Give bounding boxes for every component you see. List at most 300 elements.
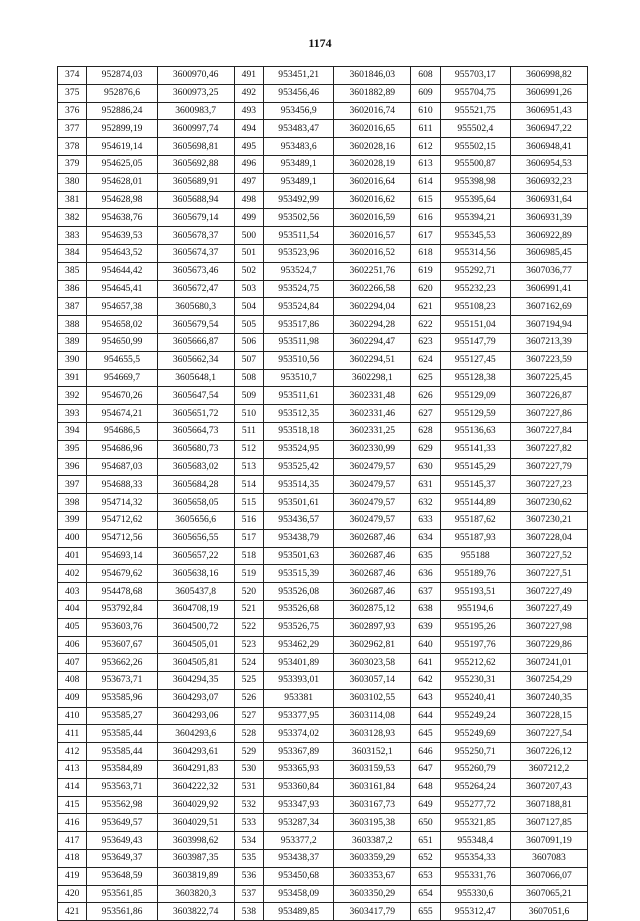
x-coordinate-cell: 953524,75 xyxy=(264,280,334,298)
x-coordinate-cell: 954628,01 xyxy=(87,173,157,191)
point-number-cell: 511 xyxy=(234,422,263,440)
y-coordinate-cell: 3602016,52 xyxy=(334,244,411,262)
x-coordinate-cell: 953662,26 xyxy=(87,654,157,672)
x-coordinate-cell: 954478,68 xyxy=(87,583,157,601)
y-coordinate-cell: 3604294,35 xyxy=(157,672,234,690)
y-coordinate-cell: 3605692,88 xyxy=(157,155,234,173)
point-number-cell: 393 xyxy=(58,405,87,423)
point-number-cell: 396 xyxy=(58,458,87,476)
point-number-cell: 648 xyxy=(411,778,440,796)
point-number-cell: 530 xyxy=(234,761,263,779)
x-coordinate-cell: 954674,21 xyxy=(87,405,157,423)
x-coordinate-cell: 953511,98 xyxy=(264,333,334,351)
y-coordinate-cell: 3603057,14 xyxy=(334,672,411,690)
y-coordinate-cell: 3607227,79 xyxy=(510,458,587,476)
table-row xyxy=(58,565,588,583)
point-number-cell: 377 xyxy=(58,120,87,138)
y-coordinate-cell: 3605657,22 xyxy=(157,547,234,565)
y-coordinate-cell: 3600970,46 xyxy=(157,67,234,85)
x-coordinate-cell: 955264,24 xyxy=(440,778,510,796)
x-coordinate-cell: 955141,33 xyxy=(440,440,510,458)
x-coordinate-cell: 953518,18 xyxy=(264,422,334,440)
x-coordinate-cell: 953367,89 xyxy=(264,743,334,761)
y-coordinate-cell: 3602687,46 xyxy=(334,583,411,601)
table-row xyxy=(58,689,588,707)
y-coordinate-cell: 3605689,91 xyxy=(157,173,234,191)
y-coordinate-cell: 3606947,22 xyxy=(510,120,587,138)
x-coordinate-cell: 953563,71 xyxy=(87,778,157,796)
point-number-cell: 517 xyxy=(234,529,263,547)
point-number-cell: 638 xyxy=(411,600,440,618)
y-coordinate-cell: 3602016,65 xyxy=(334,120,411,138)
x-coordinate-cell: 955292,71 xyxy=(440,262,510,280)
point-number-cell: 616 xyxy=(411,209,440,227)
y-coordinate-cell: 3602266,58 xyxy=(334,280,411,298)
x-coordinate-cell: 955354,33 xyxy=(440,850,510,868)
x-coordinate-cell: 955250,71 xyxy=(440,743,510,761)
y-coordinate-cell: 3602028,19 xyxy=(334,155,411,173)
point-number-cell: 625 xyxy=(411,369,440,387)
point-number-cell: 404 xyxy=(58,600,87,618)
x-coordinate-cell: 955129,09 xyxy=(440,387,510,405)
x-coordinate-cell: 953510,7 xyxy=(264,369,334,387)
x-coordinate-cell: 953381 xyxy=(264,689,334,707)
x-coordinate-cell: 955500,87 xyxy=(440,155,510,173)
x-coordinate-cell: 953561,85 xyxy=(87,885,157,903)
x-coordinate-cell: 955395,64 xyxy=(440,191,510,209)
point-number-cell: 617 xyxy=(411,227,440,245)
y-coordinate-cell: 3607051,6 xyxy=(510,903,587,921)
y-coordinate-cell: 3606985,45 xyxy=(510,244,587,262)
point-number-cell: 402 xyxy=(58,565,87,583)
y-coordinate-cell: 3603195,38 xyxy=(334,814,411,832)
y-coordinate-cell: 3607223,59 xyxy=(510,351,587,369)
y-coordinate-cell: 3607227,98 xyxy=(510,618,587,636)
y-coordinate-cell: 3607241,01 xyxy=(510,654,587,672)
y-coordinate-cell: 3607213,39 xyxy=(510,333,587,351)
point-number-cell: 527 xyxy=(234,707,263,725)
y-coordinate-cell: 3604505,01 xyxy=(157,636,234,654)
y-coordinate-cell: 3605679,14 xyxy=(157,209,234,227)
x-coordinate-cell: 953649,37 xyxy=(87,850,157,868)
y-coordinate-cell: 3602897,93 xyxy=(334,618,411,636)
y-coordinate-cell: 3605688,94 xyxy=(157,191,234,209)
x-coordinate-cell: 953374,02 xyxy=(264,725,334,743)
x-coordinate-cell: 954686,96 xyxy=(87,440,157,458)
table-row xyxy=(58,476,588,494)
x-coordinate-cell: 955260,79 xyxy=(440,761,510,779)
y-coordinate-cell: 3603350,29 xyxy=(334,885,411,903)
point-number-cell: 385 xyxy=(58,262,87,280)
table-row xyxy=(58,387,588,405)
x-coordinate-cell: 955145,29 xyxy=(440,458,510,476)
y-coordinate-cell: 3604293,06 xyxy=(157,707,234,725)
point-number-cell: 610 xyxy=(411,102,440,120)
point-number-cell: 501 xyxy=(234,244,263,262)
x-coordinate-cell: 954658,02 xyxy=(87,316,157,334)
y-coordinate-cell: 3605678,37 xyxy=(157,227,234,245)
x-coordinate-cell: 955108,23 xyxy=(440,298,510,316)
x-coordinate-cell: 955502,15 xyxy=(440,138,510,156)
x-coordinate-cell: 954645,41 xyxy=(87,280,157,298)
y-coordinate-cell: 3606931,39 xyxy=(510,209,587,227)
y-coordinate-cell: 3607212,2 xyxy=(510,761,587,779)
point-number-cell: 394 xyxy=(58,422,87,440)
table-row xyxy=(58,583,588,601)
point-number-cell: 411 xyxy=(58,725,87,743)
point-number-cell: 637 xyxy=(411,583,440,601)
table-row xyxy=(58,511,588,529)
table-row xyxy=(58,280,588,298)
y-coordinate-cell: 3603102,55 xyxy=(334,689,411,707)
x-coordinate-cell: 954643,52 xyxy=(87,244,157,262)
table-row xyxy=(58,333,588,351)
y-coordinate-cell: 3607230,62 xyxy=(510,494,587,512)
point-number-cell: 500 xyxy=(234,227,263,245)
y-coordinate-cell: 3604708,19 xyxy=(157,600,234,618)
y-coordinate-cell: 3607036,77 xyxy=(510,262,587,280)
x-coordinate-cell: 955187,62 xyxy=(440,511,510,529)
x-coordinate-cell: 953489,85 xyxy=(264,903,334,921)
table-row xyxy=(58,422,588,440)
y-coordinate-cell: 3605698,81 xyxy=(157,138,234,156)
x-coordinate-cell: 955314,56 xyxy=(440,244,510,262)
y-coordinate-cell: 3607227,54 xyxy=(510,725,587,743)
point-number-cell: 497 xyxy=(234,173,263,191)
x-coordinate-cell: 952899,19 xyxy=(87,120,157,138)
table-row xyxy=(58,778,588,796)
point-number-cell: 516 xyxy=(234,511,263,529)
table-row xyxy=(58,725,588,743)
x-coordinate-cell: 953584,89 xyxy=(87,761,157,779)
point-number-cell: 518 xyxy=(234,547,263,565)
point-number-cell: 608 xyxy=(411,67,440,85)
x-coordinate-cell: 953585,44 xyxy=(87,743,157,761)
y-coordinate-cell: 3603159,53 xyxy=(334,761,411,779)
x-coordinate-cell: 953673,71 xyxy=(87,672,157,690)
point-number-cell: 611 xyxy=(411,120,440,138)
x-coordinate-cell: 953347,93 xyxy=(264,796,334,814)
y-coordinate-cell: 3607065,21 xyxy=(510,885,587,903)
x-coordinate-cell: 953287,34 xyxy=(264,814,334,832)
y-coordinate-cell: 3605656,6 xyxy=(157,511,234,529)
y-coordinate-cell: 3606998,82 xyxy=(510,67,587,85)
table-row xyxy=(58,120,588,138)
point-number-cell: 534 xyxy=(234,832,263,850)
x-coordinate-cell: 953585,96 xyxy=(87,689,157,707)
y-coordinate-cell: 3602016,64 xyxy=(334,173,411,191)
y-coordinate-cell: 3602331,46 xyxy=(334,405,411,423)
y-coordinate-cell: 3607227,52 xyxy=(510,547,587,565)
x-coordinate-cell: 953603,76 xyxy=(87,618,157,636)
point-number-cell: 504 xyxy=(234,298,263,316)
y-coordinate-cell: 3606954,53 xyxy=(510,155,587,173)
point-number-cell: 491 xyxy=(234,67,263,85)
point-number-cell: 624 xyxy=(411,351,440,369)
x-coordinate-cell: 953510,56 xyxy=(264,351,334,369)
table-row xyxy=(58,618,588,636)
y-coordinate-cell: 3602875,12 xyxy=(334,600,411,618)
x-coordinate-cell: 953511,54 xyxy=(264,227,334,245)
point-number-cell: 526 xyxy=(234,689,263,707)
point-number-cell: 407 xyxy=(58,654,87,672)
table-row xyxy=(58,814,588,832)
y-coordinate-cell: 3607240,35 xyxy=(510,689,587,707)
y-coordinate-cell: 3603359,29 xyxy=(334,850,411,868)
point-number-cell: 614 xyxy=(411,173,440,191)
point-number-cell: 389 xyxy=(58,333,87,351)
point-number-cell: 523 xyxy=(234,636,263,654)
table-row xyxy=(58,850,588,868)
y-coordinate-cell: 3607227,82 xyxy=(510,440,587,458)
y-coordinate-cell: 3605656,55 xyxy=(157,529,234,547)
y-coordinate-cell: 3605680,3 xyxy=(157,298,234,316)
y-coordinate-cell: 3607083 xyxy=(510,850,587,868)
y-coordinate-cell: 3602687,46 xyxy=(334,547,411,565)
x-coordinate-cell: 955193,51 xyxy=(440,583,510,601)
point-number-cell: 502 xyxy=(234,262,263,280)
point-number-cell: 634 xyxy=(411,529,440,547)
y-coordinate-cell: 3603387,2 xyxy=(334,832,411,850)
x-coordinate-cell: 954688,33 xyxy=(87,476,157,494)
point-number-cell: 513 xyxy=(234,458,263,476)
y-coordinate-cell: 3606991,26 xyxy=(510,84,587,102)
table-row xyxy=(58,298,588,316)
point-number-cell: 494 xyxy=(234,120,263,138)
y-coordinate-cell: 3604505,81 xyxy=(157,654,234,672)
point-number-cell: 405 xyxy=(58,618,87,636)
x-coordinate-cell: 953524,84 xyxy=(264,298,334,316)
table-row xyxy=(58,84,588,102)
point-number-cell: 386 xyxy=(58,280,87,298)
table-row xyxy=(58,458,588,476)
x-coordinate-cell: 953607,67 xyxy=(87,636,157,654)
x-coordinate-cell: 954712,56 xyxy=(87,529,157,547)
x-coordinate-cell: 953501,61 xyxy=(264,494,334,512)
page-number: 1174 xyxy=(308,36,332,50)
point-number-cell: 626 xyxy=(411,387,440,405)
y-coordinate-cell: 3602298,1 xyxy=(334,369,411,387)
x-coordinate-cell: 955189,76 xyxy=(440,565,510,583)
point-number-cell: 629 xyxy=(411,440,440,458)
point-number-cell: 506 xyxy=(234,333,263,351)
y-coordinate-cell: 3602331,25 xyxy=(334,422,411,440)
table-row xyxy=(58,138,588,156)
y-coordinate-cell: 3605672,47 xyxy=(157,280,234,298)
y-coordinate-cell: 3607229,86 xyxy=(510,636,587,654)
x-coordinate-cell: 955195,26 xyxy=(440,618,510,636)
y-coordinate-cell: 3603987,35 xyxy=(157,850,234,868)
point-number-cell: 612 xyxy=(411,138,440,156)
x-coordinate-cell: 953492,99 xyxy=(264,191,334,209)
table-row xyxy=(58,743,588,761)
x-coordinate-cell: 955151,04 xyxy=(440,316,510,334)
point-number-cell: 623 xyxy=(411,333,440,351)
point-number-cell: 521 xyxy=(234,600,263,618)
x-coordinate-cell: 954625,05 xyxy=(87,155,157,173)
point-number-cell: 374 xyxy=(58,67,87,85)
x-coordinate-cell: 954712,62 xyxy=(87,511,157,529)
point-number-cell: 508 xyxy=(234,369,263,387)
y-coordinate-cell: 3603820,3 xyxy=(157,885,234,903)
y-coordinate-cell: 3605647,54 xyxy=(157,387,234,405)
table-row xyxy=(58,405,588,423)
point-number-cell: 520 xyxy=(234,583,263,601)
point-number-cell: 416 xyxy=(58,814,87,832)
point-number-cell: 378 xyxy=(58,138,87,156)
table-row xyxy=(58,369,588,387)
x-coordinate-cell: 954693,14 xyxy=(87,547,157,565)
x-coordinate-cell: 955249,69 xyxy=(440,725,510,743)
point-number-cell: 537 xyxy=(234,885,263,903)
x-coordinate-cell: 953526,75 xyxy=(264,618,334,636)
point-number-cell: 403 xyxy=(58,583,87,601)
point-number-cell: 615 xyxy=(411,191,440,209)
y-coordinate-cell: 3605648,1 xyxy=(157,369,234,387)
y-coordinate-cell: 3603161,84 xyxy=(334,778,411,796)
x-coordinate-cell: 955249,24 xyxy=(440,707,510,725)
point-number-cell: 493 xyxy=(234,102,263,120)
point-number-cell: 382 xyxy=(58,209,87,227)
x-coordinate-cell: 953514,35 xyxy=(264,476,334,494)
y-coordinate-cell: 3603353,67 xyxy=(334,867,411,885)
x-coordinate-cell: 955230,31 xyxy=(440,672,510,690)
table-row xyxy=(58,440,588,458)
y-coordinate-cell: 3604293,6 xyxy=(157,725,234,743)
table-row xyxy=(58,209,588,227)
x-coordinate-cell: 955187,93 xyxy=(440,529,510,547)
y-coordinate-cell: 3606932,23 xyxy=(510,173,587,191)
y-coordinate-cell: 3603822,74 xyxy=(157,903,234,921)
point-number-cell: 398 xyxy=(58,494,87,512)
y-coordinate-cell: 3604291,83 xyxy=(157,761,234,779)
table-row xyxy=(58,67,588,85)
x-coordinate-cell: 953438,37 xyxy=(264,850,334,868)
point-number-cell: 408 xyxy=(58,672,87,690)
point-number-cell: 503 xyxy=(234,280,263,298)
y-coordinate-cell: 3605651,72 xyxy=(157,405,234,423)
x-coordinate-cell: 953462,29 xyxy=(264,636,334,654)
y-coordinate-cell: 3605662,34 xyxy=(157,351,234,369)
y-coordinate-cell: 3602294,28 xyxy=(334,316,411,334)
x-coordinate-cell: 953458,09 xyxy=(264,885,334,903)
y-coordinate-cell: 3602687,46 xyxy=(334,529,411,547)
point-number-cell: 631 xyxy=(411,476,440,494)
y-coordinate-cell: 3607227,84 xyxy=(510,422,587,440)
table-row xyxy=(58,102,588,120)
x-coordinate-cell: 955348,4 xyxy=(440,832,510,850)
y-coordinate-cell: 3607207,43 xyxy=(510,778,587,796)
y-coordinate-cell: 3607194,94 xyxy=(510,316,587,334)
x-coordinate-cell: 955394,21 xyxy=(440,209,510,227)
point-number-cell: 388 xyxy=(58,316,87,334)
table-row xyxy=(58,227,588,245)
coordinates-table xyxy=(57,66,588,921)
x-coordinate-cell: 955321,85 xyxy=(440,814,510,832)
point-number-cell: 532 xyxy=(234,796,263,814)
point-number-cell: 406 xyxy=(58,636,87,654)
y-coordinate-cell: 3605683,02 xyxy=(157,458,234,476)
y-coordinate-cell: 3607127,85 xyxy=(510,814,587,832)
table-row xyxy=(58,654,588,672)
y-coordinate-cell: 3604500,72 xyxy=(157,618,234,636)
point-number-cell: 632 xyxy=(411,494,440,512)
x-coordinate-cell: 955147,79 xyxy=(440,333,510,351)
x-coordinate-cell: 955136,63 xyxy=(440,422,510,440)
x-coordinate-cell: 953489,1 xyxy=(264,173,334,191)
x-coordinate-cell: 954650,99 xyxy=(87,333,157,351)
point-number-cell: 414 xyxy=(58,778,87,796)
y-coordinate-cell: 3607091,19 xyxy=(510,832,587,850)
y-coordinate-cell: 3602479,57 xyxy=(334,511,411,529)
point-number-cell: 531 xyxy=(234,778,263,796)
point-number-cell: 640 xyxy=(411,636,440,654)
y-coordinate-cell: 3606922,89 xyxy=(510,227,587,245)
x-coordinate-cell: 953450,68 xyxy=(264,867,334,885)
point-number-cell: 496 xyxy=(234,155,263,173)
point-number-cell: 379 xyxy=(58,155,87,173)
point-number-cell: 510 xyxy=(234,405,263,423)
y-coordinate-cell: 3600983,7 xyxy=(157,102,234,120)
table-row xyxy=(58,244,588,262)
y-coordinate-cell: 3601882,89 xyxy=(334,84,411,102)
table-row xyxy=(58,636,588,654)
y-coordinate-cell: 3606991,41 xyxy=(510,280,587,298)
x-coordinate-cell: 953451,21 xyxy=(264,67,334,85)
y-coordinate-cell: 3601846,03 xyxy=(334,67,411,85)
point-number-cell: 627 xyxy=(411,405,440,423)
y-coordinate-cell: 3605684,28 xyxy=(157,476,234,494)
table-row xyxy=(58,707,588,725)
x-coordinate-cell: 955129,59 xyxy=(440,405,510,423)
y-coordinate-cell: 3602016,62 xyxy=(334,191,411,209)
point-number-cell: 613 xyxy=(411,155,440,173)
x-coordinate-cell: 955704,75 xyxy=(440,84,510,102)
x-coordinate-cell: 953360,84 xyxy=(264,778,334,796)
y-coordinate-cell: 3602028,16 xyxy=(334,138,411,156)
x-coordinate-cell: 953489,1 xyxy=(264,155,334,173)
point-number-cell: 524 xyxy=(234,654,263,672)
x-coordinate-cell: 955398,98 xyxy=(440,173,510,191)
point-number-cell: 499 xyxy=(234,209,263,227)
point-number-cell: 421 xyxy=(58,903,87,921)
y-coordinate-cell: 3605664,73 xyxy=(157,422,234,440)
x-coordinate-cell: 955197,76 xyxy=(440,636,510,654)
point-number-cell: 636 xyxy=(411,565,440,583)
point-number-cell: 621 xyxy=(411,298,440,316)
y-coordinate-cell: 3604222,32 xyxy=(157,778,234,796)
y-coordinate-cell: 3604029,51 xyxy=(157,814,234,832)
table-row xyxy=(58,262,588,280)
y-coordinate-cell: 3603114,08 xyxy=(334,707,411,725)
point-number-cell: 390 xyxy=(58,351,87,369)
point-number-cell: 397 xyxy=(58,476,87,494)
table-row xyxy=(58,316,588,334)
x-coordinate-cell: 955127,45 xyxy=(440,351,510,369)
y-coordinate-cell: 3607227,86 xyxy=(510,405,587,423)
y-coordinate-cell: 3607230,21 xyxy=(510,511,587,529)
point-number-cell: 409 xyxy=(58,689,87,707)
x-coordinate-cell: 955232,23 xyxy=(440,280,510,298)
y-coordinate-cell: 3603152,1 xyxy=(334,743,411,761)
x-coordinate-cell: 954638,76 xyxy=(87,209,157,227)
x-coordinate-cell: 954687,03 xyxy=(87,458,157,476)
table-row xyxy=(58,672,588,690)
point-number-cell: 383 xyxy=(58,227,87,245)
x-coordinate-cell: 953377,95 xyxy=(264,707,334,725)
x-coordinate-cell: 955144,89 xyxy=(440,494,510,512)
x-coordinate-cell: 953483,47 xyxy=(264,120,334,138)
